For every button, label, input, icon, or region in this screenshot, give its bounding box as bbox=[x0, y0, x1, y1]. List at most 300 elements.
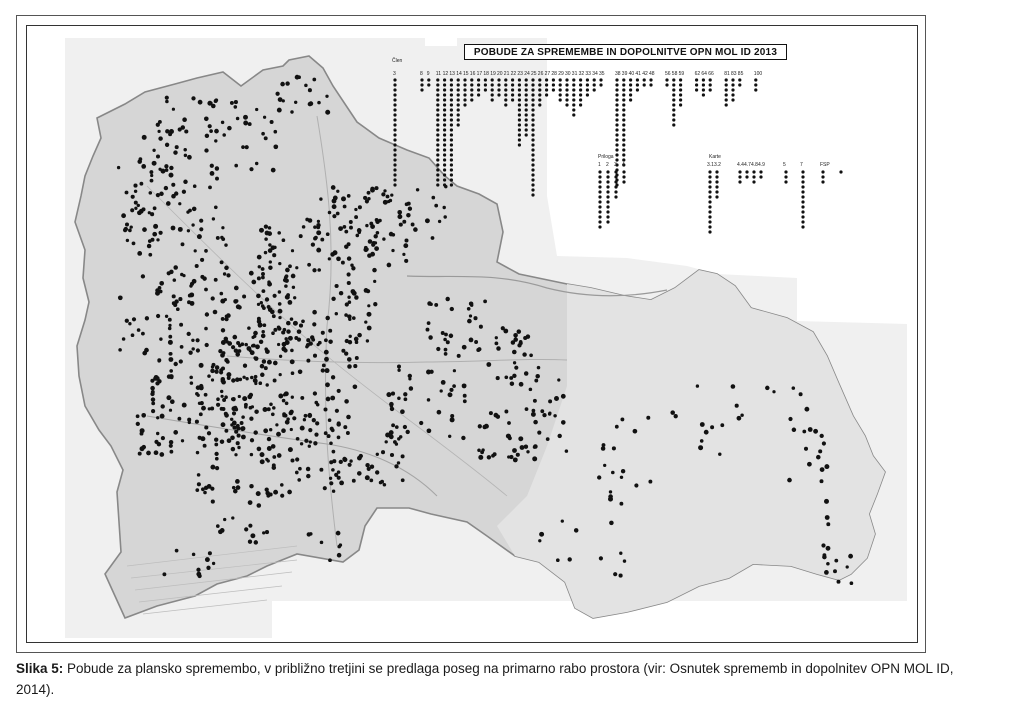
initiative-dot bbox=[316, 248, 321, 253]
initiative-dot bbox=[366, 289, 370, 293]
initiative-dot bbox=[556, 558, 560, 562]
initiative-dot bbox=[704, 430, 709, 435]
initiative-dot bbox=[305, 218, 309, 222]
initiative-dot bbox=[215, 365, 219, 369]
legend-dot bbox=[614, 180, 617, 183]
legend-dot bbox=[436, 168, 439, 171]
initiative-dot bbox=[339, 460, 343, 464]
initiative-dot bbox=[389, 232, 394, 237]
legend-dot bbox=[708, 225, 711, 228]
legend-clen-number: 14 bbox=[456, 71, 462, 77]
initiative-dot bbox=[537, 431, 541, 435]
initiative-dot bbox=[450, 414, 454, 418]
legend-dot bbox=[443, 103, 446, 106]
initiative-dot bbox=[172, 294, 176, 298]
initiative-dot bbox=[156, 123, 160, 127]
initiative-dot bbox=[261, 132, 265, 136]
initiative-dot bbox=[282, 99, 285, 102]
initiative-dot bbox=[273, 294, 277, 298]
initiative-dot bbox=[353, 364, 357, 368]
initiative-dot bbox=[539, 532, 544, 537]
initiative-dot bbox=[290, 359, 295, 364]
legend-dot bbox=[572, 98, 575, 101]
initiative-dot bbox=[253, 334, 257, 338]
initiative-dot bbox=[220, 390, 223, 393]
legend-dot bbox=[538, 83, 541, 86]
initiative-dot bbox=[214, 443, 218, 447]
initiative-dot bbox=[463, 399, 467, 403]
legend-dot bbox=[598, 210, 601, 213]
initiative-dot bbox=[450, 417, 455, 422]
legend-dot bbox=[598, 200, 601, 203]
initiative-dot bbox=[292, 416, 296, 420]
initiative-dot bbox=[234, 286, 239, 291]
legend-karte-number: 3.2 bbox=[714, 162, 721, 168]
initiative-dot bbox=[358, 231, 361, 234]
initiative-dot bbox=[326, 232, 330, 236]
initiative-dot bbox=[397, 369, 400, 372]
legend-dot bbox=[393, 153, 396, 156]
initiative-dot bbox=[174, 299, 178, 303]
initiative-dot bbox=[735, 404, 739, 408]
legend-dot bbox=[606, 170, 609, 173]
legend-dot bbox=[450, 158, 453, 161]
initiative-dot bbox=[633, 429, 638, 434]
initiative-dot bbox=[232, 486, 236, 490]
initiative-dot bbox=[156, 154, 160, 158]
initiative-dot bbox=[224, 266, 229, 271]
legend-dot bbox=[572, 108, 575, 111]
initiative-dot bbox=[467, 319, 472, 324]
initiative-dot bbox=[168, 340, 173, 345]
initiative-dot bbox=[525, 407, 529, 411]
initiative-dot bbox=[180, 273, 184, 277]
initiative-dot bbox=[335, 312, 338, 315]
initiative-dot bbox=[408, 207, 412, 211]
initiative-dot bbox=[214, 205, 218, 209]
initiative-dot bbox=[170, 399, 175, 404]
initiative-dot bbox=[156, 238, 159, 241]
initiative-dot bbox=[166, 201, 171, 206]
initiative-dot bbox=[199, 363, 204, 368]
initiative-dot bbox=[190, 301, 195, 306]
legend-dot bbox=[470, 88, 473, 91]
initiative-dot bbox=[204, 288, 208, 292]
initiative-dot bbox=[262, 359, 266, 363]
initiative-dot bbox=[324, 431, 328, 435]
initiative-dot bbox=[597, 475, 601, 479]
initiative-dot bbox=[207, 431, 211, 435]
legend-karte-number: 4.9 bbox=[758, 162, 765, 168]
initiative-dot bbox=[213, 310, 218, 315]
initiative-dot bbox=[156, 314, 160, 318]
legend-dot bbox=[457, 118, 460, 121]
initiative-dot bbox=[401, 454, 405, 458]
initiative-dot bbox=[386, 195, 390, 199]
legend-dot bbox=[443, 83, 446, 86]
initiative-dot bbox=[178, 227, 183, 232]
initiative-dot bbox=[411, 223, 415, 227]
initiative-dot bbox=[215, 166, 219, 170]
initiative-dot bbox=[188, 421, 191, 424]
legend-dot bbox=[784, 175, 787, 178]
initiative-dot bbox=[146, 451, 151, 456]
initiative-dot bbox=[261, 276, 265, 280]
initiative-dot bbox=[311, 242, 315, 246]
initiative-dot bbox=[190, 381, 194, 385]
legend-dot bbox=[463, 98, 466, 101]
initiative-dot bbox=[224, 413, 229, 418]
legend-dot bbox=[606, 210, 609, 213]
initiative-dot bbox=[179, 359, 183, 363]
initiative-dot bbox=[235, 479, 240, 484]
legend-clen-number: 27 bbox=[544, 71, 551, 77]
initiative-dot bbox=[290, 317, 294, 321]
legend-dot bbox=[531, 128, 534, 131]
initiative-dot bbox=[449, 388, 453, 392]
initiative-dot bbox=[480, 450, 484, 454]
legend-dot bbox=[629, 78, 632, 81]
legend-dot bbox=[477, 83, 480, 86]
initiative-dot bbox=[142, 135, 147, 140]
initiative-dot bbox=[619, 552, 622, 555]
legend-dot bbox=[622, 78, 625, 81]
initiative-dot bbox=[320, 238, 324, 242]
legend-karte-number: 4.7 bbox=[744, 162, 751, 168]
legend-dot bbox=[615, 98, 618, 101]
legend-dot bbox=[518, 93, 521, 96]
initiative-dot bbox=[338, 226, 343, 231]
initiative-dot bbox=[288, 300, 293, 305]
initiative-dot bbox=[220, 292, 224, 296]
initiative-dot bbox=[397, 365, 401, 369]
initiative-dot bbox=[242, 396, 247, 401]
legend-dot bbox=[665, 78, 668, 81]
initiative-dot bbox=[808, 427, 813, 432]
initiative-dot bbox=[240, 421, 244, 425]
initiative-dot bbox=[168, 335, 172, 339]
legend-clen-number: 28 bbox=[551, 71, 557, 77]
initiative-dot bbox=[276, 432, 281, 437]
legend-dot bbox=[436, 128, 439, 131]
initiative-dot bbox=[161, 404, 165, 408]
initiative-dot bbox=[382, 237, 385, 240]
initiative-dot bbox=[265, 297, 269, 301]
initiative-dot bbox=[300, 442, 303, 445]
legend-dot bbox=[606, 175, 609, 178]
initiative-dot bbox=[535, 374, 540, 379]
initiative-dot bbox=[183, 148, 186, 151]
initiative-dot bbox=[440, 389, 443, 392]
initiative-dot bbox=[204, 425, 208, 429]
initiative-dot bbox=[324, 408, 328, 412]
legend-dot bbox=[622, 93, 625, 96]
legend-dot bbox=[443, 113, 446, 116]
legend-dot bbox=[629, 83, 632, 86]
initiative-dot bbox=[157, 359, 160, 362]
initiative-dot bbox=[282, 412, 286, 416]
legend-dot bbox=[393, 123, 396, 126]
legend-dot bbox=[491, 88, 494, 91]
initiative-dot bbox=[198, 436, 202, 440]
initiative-dot bbox=[331, 297, 335, 301]
initiative-dot bbox=[169, 173, 174, 178]
initiative-dot bbox=[187, 229, 190, 232]
initiative-dot bbox=[325, 368, 330, 373]
initiative-dot bbox=[648, 480, 652, 484]
legend-dot bbox=[572, 83, 575, 86]
initiative-dot bbox=[599, 556, 603, 560]
initiative-dot bbox=[182, 190, 186, 194]
initiative-dot bbox=[473, 316, 477, 320]
initiative-dot bbox=[304, 414, 308, 418]
initiative-dot bbox=[272, 253, 276, 257]
initiative-dot bbox=[218, 349, 222, 353]
initiative-dot bbox=[272, 314, 276, 318]
initiative-dot bbox=[513, 457, 518, 462]
initiative-dot bbox=[339, 481, 344, 486]
legend-clen-number: 13 bbox=[449, 71, 455, 77]
initiative-dot bbox=[495, 336, 498, 339]
initiative-dot bbox=[153, 206, 157, 210]
initiative-dot bbox=[538, 539, 541, 542]
legend-clen-number: 3 bbox=[393, 71, 396, 77]
initiative-dot bbox=[255, 344, 260, 349]
legend-dot bbox=[615, 123, 618, 126]
initiative-dot bbox=[282, 399, 286, 403]
legend-dot bbox=[443, 173, 446, 176]
initiative-dot bbox=[397, 214, 402, 219]
initiative-dot bbox=[341, 349, 345, 353]
initiative-dot bbox=[287, 490, 292, 495]
initiative-dot bbox=[298, 467, 302, 471]
legend-dot bbox=[708, 220, 711, 223]
legend-dot bbox=[552, 78, 555, 81]
initiative-dot bbox=[804, 447, 808, 451]
legend-dot bbox=[615, 133, 618, 136]
initiative-dot bbox=[375, 218, 379, 222]
legend-dot bbox=[579, 93, 582, 96]
initiative-dot bbox=[365, 463, 369, 467]
initiative-dot bbox=[153, 224, 158, 229]
legend-dot bbox=[715, 180, 718, 183]
initiative-dot bbox=[788, 417, 792, 421]
initiative-dot bbox=[159, 452, 164, 457]
initiative-dot bbox=[291, 396, 294, 399]
initiative-dot bbox=[255, 108, 258, 111]
initiative-dot bbox=[273, 490, 278, 495]
legend-dot bbox=[436, 163, 439, 166]
initiative-dot bbox=[231, 397, 234, 400]
initiative-dot bbox=[159, 290, 163, 294]
initiative-dot bbox=[320, 541, 324, 545]
initiative-dot bbox=[231, 447, 236, 452]
legend-dot bbox=[420, 88, 423, 91]
initiative-dot bbox=[520, 445, 525, 450]
legend-dot bbox=[511, 98, 514, 101]
initiative-dot bbox=[243, 115, 248, 120]
initiative-dot bbox=[141, 413, 146, 418]
legend-dot bbox=[450, 118, 453, 121]
initiative-dot bbox=[249, 271, 254, 276]
legend-dot bbox=[504, 83, 507, 86]
initiative-dot bbox=[232, 335, 237, 340]
initiative-dot bbox=[117, 166, 120, 169]
legend-dot bbox=[629, 98, 632, 101]
legend-dot bbox=[393, 118, 396, 121]
initiative-dot bbox=[204, 249, 208, 253]
initiative-dot bbox=[256, 491, 261, 496]
initiative-dot bbox=[294, 101, 297, 104]
initiative-dot bbox=[151, 409, 155, 413]
initiative-dot bbox=[328, 257, 331, 260]
initiative-dot bbox=[220, 395, 223, 398]
initiative-dot bbox=[198, 402, 201, 405]
initiative-dot bbox=[341, 261, 345, 265]
initiative-dot bbox=[171, 194, 176, 199]
legend-dot bbox=[531, 103, 534, 106]
initiative-dot bbox=[205, 312, 209, 316]
initiative-dot bbox=[173, 430, 178, 435]
legend-dot bbox=[525, 98, 528, 101]
legend-clen-number: 39 bbox=[621, 71, 628, 77]
legend-dot bbox=[450, 153, 453, 156]
initiative-dot bbox=[219, 370, 223, 374]
initiative-dot bbox=[257, 503, 262, 508]
legend-dot bbox=[598, 175, 601, 178]
initiative-dot bbox=[824, 570, 829, 575]
legend-dot bbox=[615, 83, 618, 86]
legend-dot bbox=[622, 108, 625, 111]
initiative-dot bbox=[150, 386, 155, 391]
initiative-dot bbox=[533, 420, 538, 425]
legend-dot bbox=[622, 175, 625, 178]
initiative-dot bbox=[317, 220, 320, 223]
initiative-dot bbox=[128, 229, 132, 233]
initiative-dot bbox=[792, 386, 796, 390]
initiative-dot bbox=[174, 362, 178, 366]
initiative-dot bbox=[484, 424, 489, 429]
legend-dot bbox=[393, 103, 396, 106]
initiative-dot bbox=[222, 398, 226, 402]
initiative-dot bbox=[188, 294, 192, 298]
legend-dot bbox=[393, 133, 396, 136]
initiative-dot bbox=[329, 477, 332, 480]
initiative-dot bbox=[352, 316, 356, 320]
initiative-dot bbox=[368, 239, 373, 244]
initiative-dot bbox=[316, 223, 320, 227]
initiative-dot bbox=[615, 425, 619, 429]
initiative-dot bbox=[291, 274, 296, 279]
initiative-dot bbox=[507, 421, 511, 425]
initiative-dot bbox=[277, 327, 281, 331]
legend-dot bbox=[643, 78, 646, 81]
initiative-dot bbox=[540, 409, 544, 413]
initiative-dot bbox=[260, 373, 265, 378]
initiative-dot bbox=[245, 377, 248, 380]
legend-dot bbox=[709, 83, 712, 86]
initiative-dot bbox=[236, 441, 240, 445]
initiative-dot bbox=[197, 394, 200, 397]
initiative-dot bbox=[438, 220, 441, 223]
initiative-dot bbox=[132, 317, 136, 321]
initiative-dot bbox=[824, 499, 829, 504]
initiative-dot bbox=[325, 316, 329, 320]
legend-clen-number: 12 bbox=[442, 71, 449, 77]
initiative-dot bbox=[234, 100, 238, 104]
initiative-dot bbox=[822, 555, 826, 559]
initiative-dot bbox=[315, 421, 319, 425]
legend-dot bbox=[504, 103, 507, 106]
legend-dot bbox=[622, 98, 625, 101]
initiative-dot bbox=[301, 319, 305, 323]
legend-dot bbox=[477, 88, 480, 91]
initiative-dot bbox=[265, 530, 269, 534]
legend-dot bbox=[443, 158, 446, 161]
legend-clen-number: 85 bbox=[737, 71, 744, 77]
legend-clen-number: 25 bbox=[531, 71, 537, 77]
legend-dot bbox=[518, 78, 521, 81]
initiative-dot bbox=[199, 227, 203, 231]
legend-clen-number: 23 bbox=[517, 71, 523, 77]
legend-dot bbox=[801, 200, 804, 203]
legend-dot bbox=[598, 170, 601, 173]
initiative-dot bbox=[134, 190, 137, 193]
initiative-dot bbox=[158, 231, 162, 235]
initiative-dot bbox=[313, 391, 317, 395]
legend-dot bbox=[518, 138, 521, 141]
initiative-dot bbox=[237, 446, 240, 449]
initiative-dot bbox=[296, 437, 300, 441]
legend-karte-number: 4.4 bbox=[737, 162, 744, 168]
legend-dot bbox=[511, 78, 514, 81]
legend-dot bbox=[579, 78, 582, 81]
initiative-dot bbox=[154, 450, 159, 455]
legend-dot bbox=[457, 108, 460, 111]
initiative-dot bbox=[325, 382, 330, 387]
initiative-dot bbox=[268, 265, 272, 269]
legend-dot bbox=[545, 88, 548, 91]
initiative-dot bbox=[234, 164, 238, 168]
legend-dot bbox=[518, 113, 521, 116]
initiative-dot bbox=[306, 359, 310, 363]
initiative-dot bbox=[263, 428, 268, 433]
initiative-dot bbox=[248, 524, 252, 528]
initiative-dot bbox=[280, 82, 285, 87]
legend-dot bbox=[436, 158, 439, 161]
initiative-dot bbox=[312, 322, 316, 326]
initiative-dot bbox=[290, 110, 293, 113]
initiative-dot bbox=[204, 393, 208, 397]
initiative-dot bbox=[288, 264, 292, 268]
initiative-dot bbox=[264, 251, 267, 254]
initiative-dot bbox=[834, 559, 838, 563]
legend-dot bbox=[801, 180, 804, 183]
initiative-dot bbox=[517, 329, 522, 334]
initiative-dot bbox=[188, 209, 192, 213]
initiative-dot bbox=[413, 227, 418, 232]
initiative-dot bbox=[131, 333, 135, 337]
legend-dot bbox=[531, 108, 534, 111]
initiative-dot bbox=[226, 273, 230, 277]
initiative-dot bbox=[250, 350, 255, 355]
initiative-dot bbox=[118, 295, 123, 300]
initiative-dot bbox=[324, 350, 329, 355]
legend-dot bbox=[484, 83, 487, 86]
initiative-dot bbox=[297, 329, 302, 334]
initiative-dot bbox=[121, 213, 126, 218]
legend-dot bbox=[450, 123, 453, 126]
